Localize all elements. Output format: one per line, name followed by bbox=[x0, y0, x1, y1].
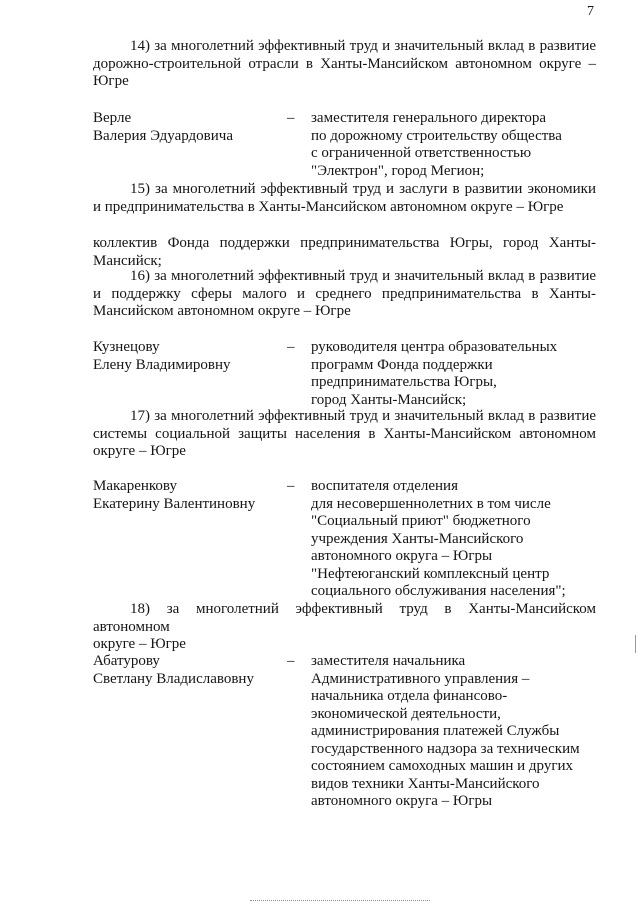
paragraph-line: Югре bbox=[93, 73, 129, 89]
paragraph-line: 14) за многолетний эффективный труд и значительный вклад в развитие bbox=[130, 38, 596, 54]
paragraph-line: 18) за многолетний эффективный труд в Ханты-Мансийском автономном bbox=[93, 601, 596, 635]
person-given-names: Светлану Владиславовну bbox=[93, 670, 254, 687]
paragraph-line: 15) за многолетний эффективный труд и заслуги в развитии экономики bbox=[130, 181, 596, 197]
scan-bottom-artifact bbox=[250, 900, 430, 902]
position-line: воспитателя отделения bbox=[311, 478, 458, 494]
name-position-dash: – bbox=[287, 478, 295, 494]
position-line: "Электрон", город Мегион; bbox=[311, 162, 485, 179]
paragraph-line: 17) за многолетний эффективный труд и значительный вклад в развитие bbox=[130, 408, 596, 424]
page-number: 7 bbox=[587, 4, 594, 19]
position-line: экономической деятельности, bbox=[311, 705, 501, 722]
collective-awardee bbox=[93, 235, 596, 270]
person-given-names: Екатерину Валентиновну bbox=[93, 495, 256, 512]
scan-artifact bbox=[635, 635, 636, 653]
position-line: заместителя начальника bbox=[311, 653, 466, 669]
position-line: заместителя генерального директора bbox=[311, 110, 547, 126]
position-line: предпринимательства Югры, bbox=[311, 374, 497, 390]
paragraph-line: 16) за многолетний эффективный труд и значительный вклад в развитие bbox=[130, 268, 596, 284]
position-line: государственного надзора за техническим bbox=[311, 740, 580, 757]
collective-line: Мансийск; bbox=[93, 252, 162, 269]
person-position-abaturova bbox=[311, 653, 601, 811]
person-surname: Макаренкову bbox=[93, 478, 177, 494]
award-paragraph-16 bbox=[93, 268, 596, 321]
position-line: Административного управления – bbox=[311, 670, 530, 687]
position-line: видов техники Ханты-Мансийского bbox=[311, 775, 540, 792]
paragraph-line: округе – Югре bbox=[93, 636, 186, 652]
collective-line: коллектив Фонда поддержки предпринимательства Югры, город Ханты- bbox=[93, 235, 596, 251]
paragraph-line: и поддержку сферы малого и среднего предпринимательства в Ханты- bbox=[93, 285, 596, 302]
person-name-verle bbox=[93, 110, 273, 145]
position-line: автономного округа – Югры bbox=[311, 548, 493, 564]
position-line: "Социальный приют" бюджетного bbox=[311, 513, 531, 529]
person-surname: Верле bbox=[93, 110, 132, 126]
paragraph-line: дорожно-строительной отрасли в Ханты-Мансийском автономном округе – bbox=[93, 55, 596, 72]
paragraph-line: и предпринимательства в Ханты-Мансийском автономном округе – Югре bbox=[93, 198, 564, 215]
position-line: состоянием самоходных машин и других bbox=[311, 758, 574, 774]
name-position-dash: – bbox=[287, 653, 295, 669]
award-paragraph-14 bbox=[93, 38, 596, 91]
paragraph-line: Мансийском автономном округе – Югре bbox=[93, 303, 351, 319]
person-position-makarenkova bbox=[311, 478, 601, 601]
person-given-names: Елену Владимировну bbox=[93, 356, 231, 373]
award-paragraph-17 bbox=[93, 408, 596, 461]
person-name-abaturova bbox=[93, 653, 273, 688]
position-line: учреждения Ханты-Мансийского bbox=[311, 530, 524, 547]
name-position-dash: – bbox=[287, 339, 295, 355]
award-paragraph-18 bbox=[93, 601, 596, 654]
position-line: руководителя центра образовательных bbox=[311, 339, 558, 355]
person-position-kuznetsova bbox=[311, 339, 601, 409]
position-line: социального обслуживания населения"; bbox=[311, 583, 566, 599]
person-name-makarenkova bbox=[93, 478, 273, 513]
position-line: с ограниченной ответственностью bbox=[311, 145, 532, 161]
position-line: администрирования платежей Службы bbox=[311, 723, 560, 739]
position-line: город Ханты-Мансийск; bbox=[311, 391, 467, 408]
person-name-kuznetsova bbox=[93, 339, 273, 374]
person-position-verle bbox=[311, 110, 601, 180]
position-line: "Нефтеюганский комплексный центр bbox=[311, 565, 550, 582]
position-line: по дорожному строительству общества bbox=[311, 127, 562, 144]
position-line: программ Фонда поддержки bbox=[311, 356, 493, 373]
person-surname: Абатурову bbox=[93, 653, 160, 669]
award-paragraph-15 bbox=[93, 181, 596, 216]
name-position-dash: – bbox=[287, 110, 295, 126]
paragraph-line: округе – Югре bbox=[93, 443, 186, 459]
person-given-names: Валерия Эдуардовича bbox=[93, 127, 233, 144]
paragraph-line: системы социальной защиты населения в Ханты-Мансийском автономном bbox=[93, 425, 596, 442]
position-line: начальника отдела финансово- bbox=[311, 688, 508, 704]
position-line: для несовершеннолетних в том числе bbox=[311, 495, 551, 512]
position-line: автономного округа – Югры bbox=[311, 793, 493, 809]
person-surname: Кузнецову bbox=[93, 339, 160, 355]
